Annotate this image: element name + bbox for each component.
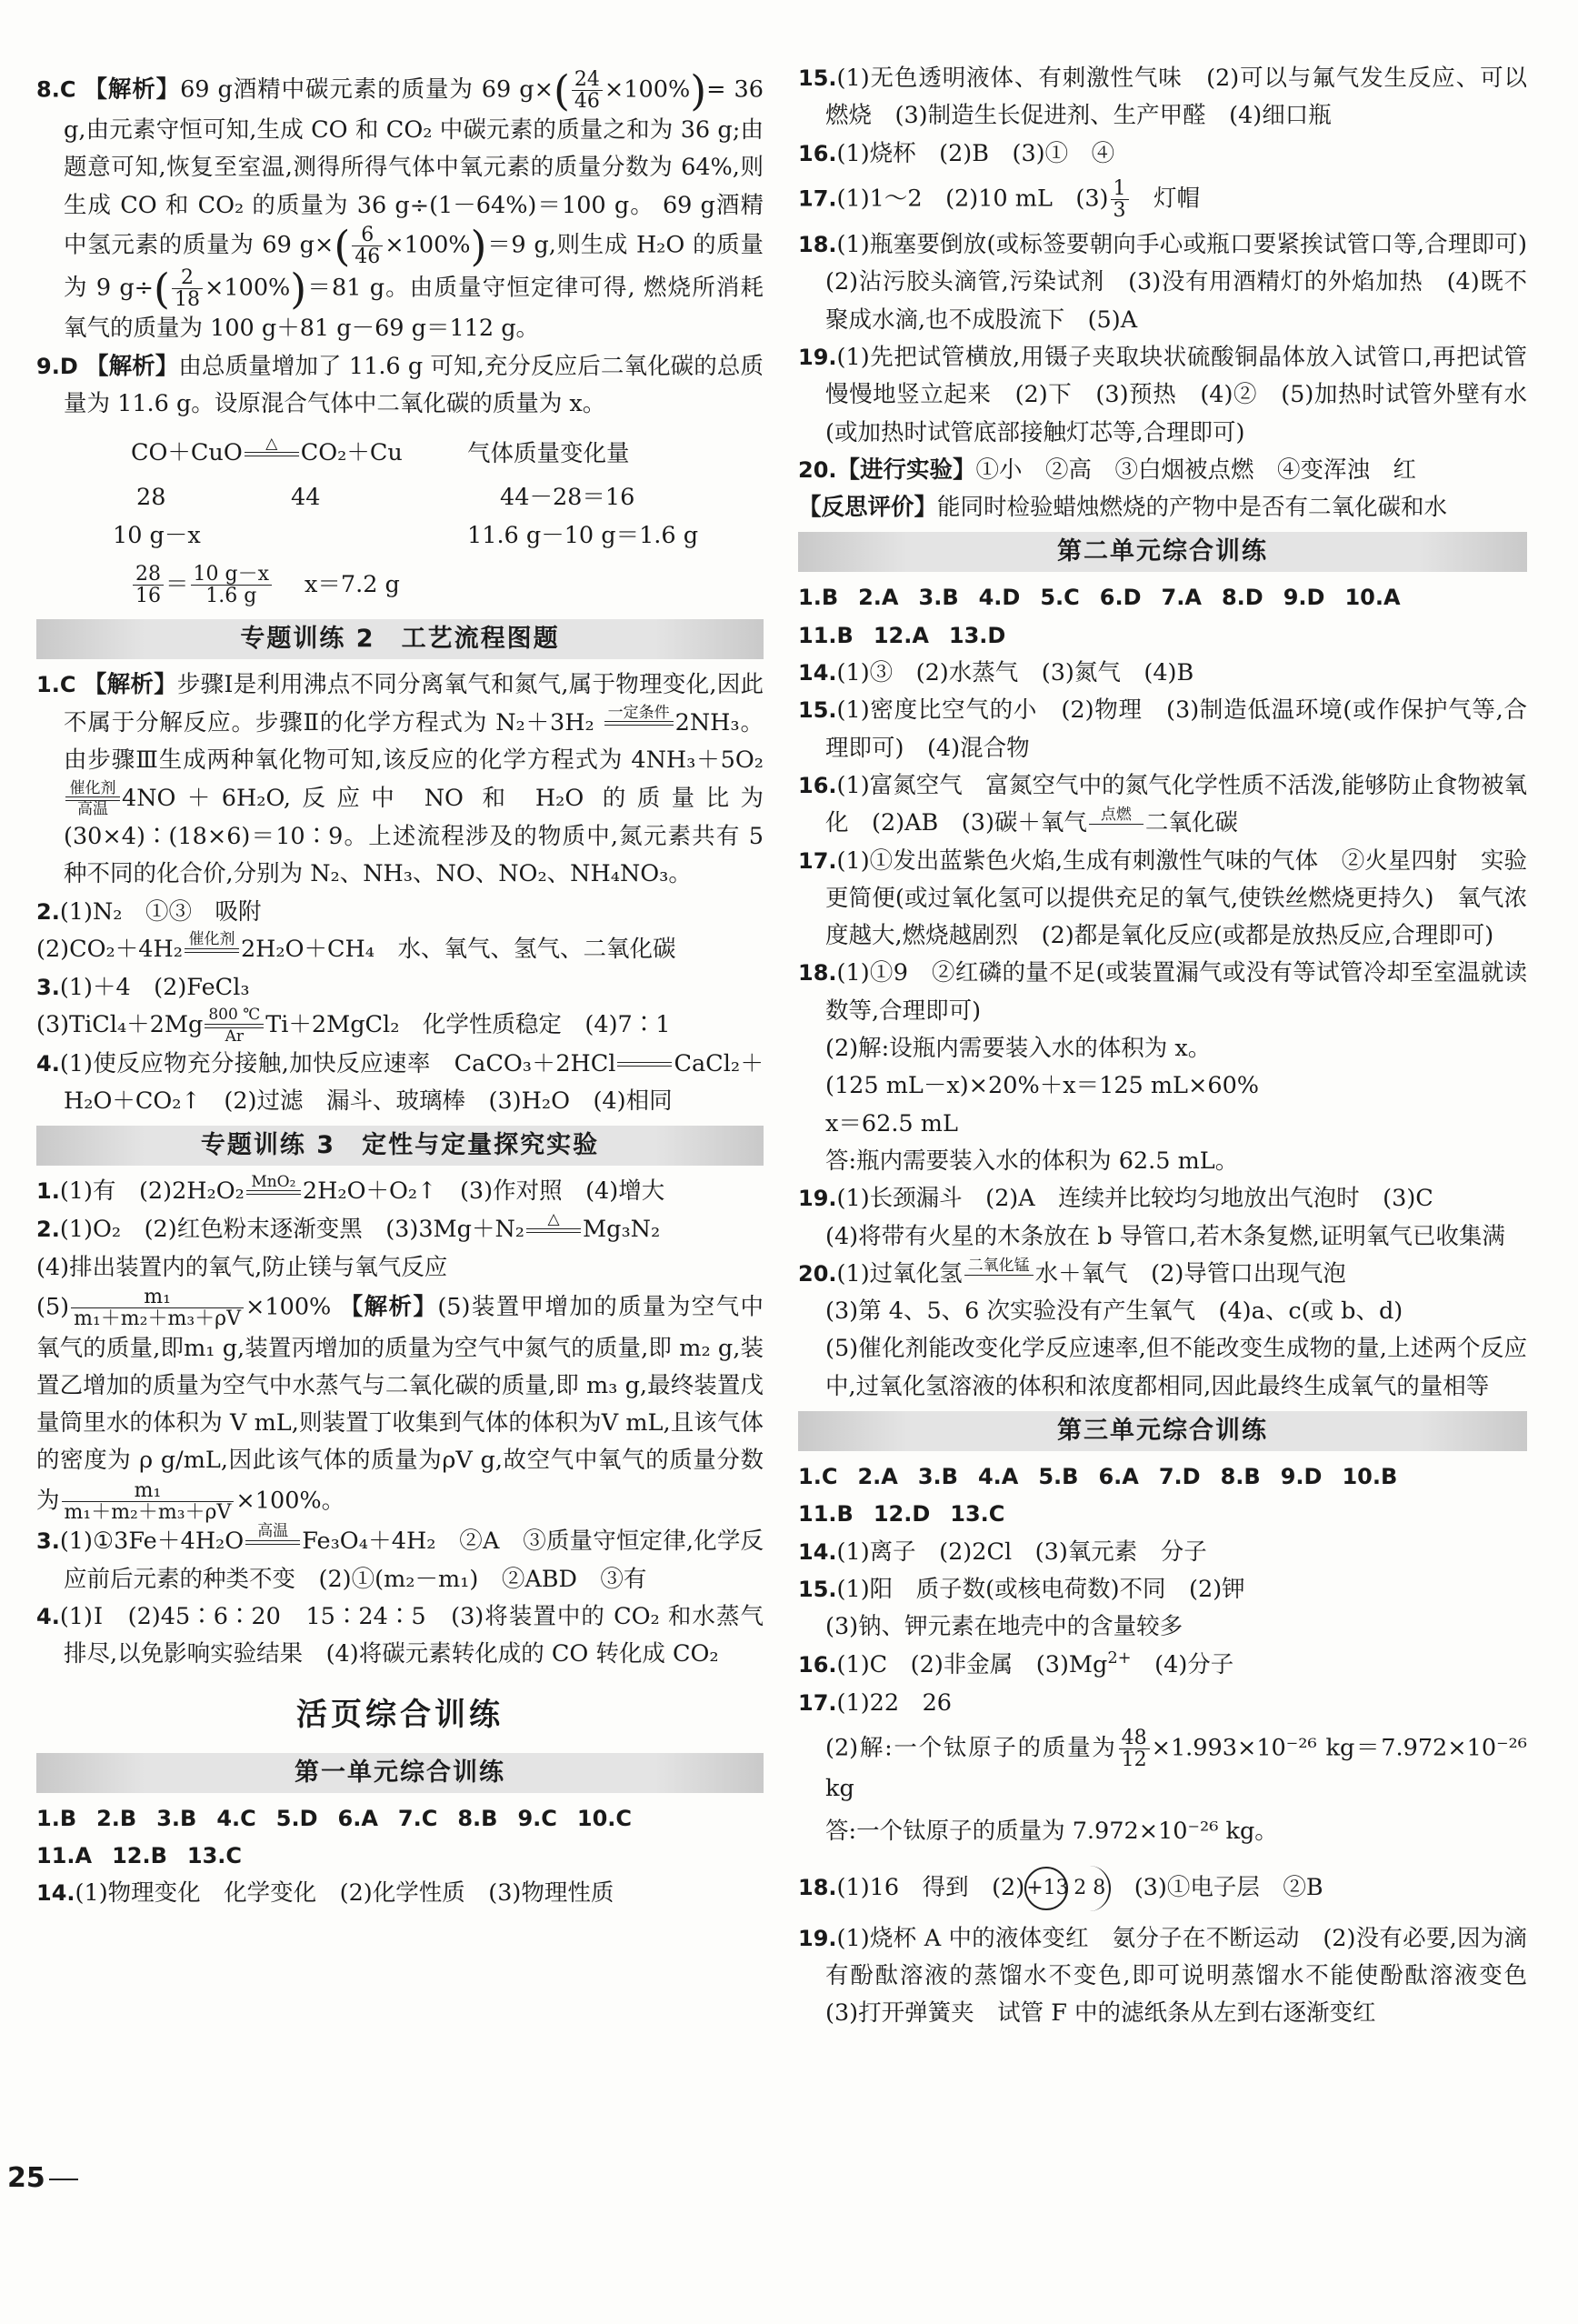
answer-item-14: 14.(1)物理变化 化学变化 (2)化学性质 (3)物理性质 [36,1879,614,1908]
choice-answer: 7.D [1158,1463,1201,1489]
answer-item-1: 1.C 【解析】步骤Ⅰ是利用沸点不同分离氧气和氮气,属于物理变化,因此不属于分解反应。步骤Ⅱ的化学方程式为 N₂＋3H₂ 一定条件 2NH₃。由步骤Ⅲ生成两种氧化物可知,该反应的化学方程式为 4NH₃＋5O₂ 催化剂 高温 4NO＋6H₂O,反应中 NO 和 H₂O 的质量比为(30×4)∶(18×6)＝10∶9。上述流程涉及的物质中,氮元素共有 5 种不同的化合价,分别为 N₂、NH₃、NO、NO₂、NH₄NO₃。 [36,671,764,888]
answer-item-18: 18.(1)16 得到 (2) +13 2 8 (3)①电子层 ②B [798,1866,1527,1911]
answer-item-17: 17.(1)①发出蓝紫色火焰,生成有刺激性气味的气体 ②火星四射 实验更简便(或过氧化氢可以提供充足的氧气,使铁丝燃烧更持久) 氧气浓度越大,燃烧越剧烈 (2)都是氧化反应(或都是放热反应,合理即可) [798,846,1527,950]
reaction-arrow: 催化剂 [185,931,239,969]
left-column: 8.C 【解析】69 g酒精中碳元素的质量为 69 g×( $\frac{24}{46}$ ×100%)= 36 g,由元素守恒可知,生成 CO 和 CO₂ 中碳元素的质量之和为 36 g;由题意可知,恢复至室温,测得所得气体中氧元素的质量分数为 64%,则生成 CO 和 CO₂ 的质量为 36 g÷(1－64%)＝100 g。 69 g酒精中氢元素的质量为 69 g×( $\frac{6}{46}$ ×100%)＝9 g,则生成 H₂O 的质量为 9 g÷( $\frac{2}{18}$ ×100%)＝81 g。由质量守恒定律可得, 燃烧所消耗氧气的质量为 100 g＋81 g－69 g＝112 g。 9.D 【解析】由总质量增加了 11.6 g 可知,充分反应后二氧化碳的总质量为 11.6 g。设原混合气体中二氧化碳的质量为 x。 CO＋CuO △ CO₂＋Cu 气体质量变化量 28 44 44－28＝16 10 g－x 11.6 g－10 g＝1.6 g $\frac{28}{16}$ ＝ $\frac{10 g-x}{1.6 g}$ x＝7.2 g 专题训练 2 工艺流程图题 1.C 【解析】步骤Ⅰ是利用沸点不同分离氧气和氮气,属于物理变化,因此不属于分解反应。步骤Ⅱ的化学方程式为 N₂＋3H₂ 一定条件 2NH₃。由步骤Ⅲ生成两种氧化物可知,该反应的化学方程式为 4NH₃＋5O₂ 催化剂 高温 4NO＋6H₂O,反应中 NO 和 H₂O 的质量比为(30×4)∶(18×6)＝10∶9。上述流程涉及的物质中,氮元素共有 5 种不同的化合价,分别为 N₂、NH₃、NO、NO₂、NH₄NO₃。 2.(1)N₂ ①③ 吸附 (2)CO₂＋4H₂ 催化剂 2H₂O＋CH₄ 水、氧气、氢气、二氧化碳 3.(1)＋4 (2)FeCl₃ (3)TiCl₄＋2Mg 800 ℃ Ar Ti＋2MgCl₂ 化学性质稳定 (4)7∶1 4.(1)使反应物充分接触,加快反应速率 CaCO₃＋2HCl CaCl₂＋H₂O＋CO₂↑ (2)过滤 漏斗、玻璃棒 (3)H₂O (4)相同 专题训练 3 定性与定量探究实验 1.(1)有 (2)2H₂O₂ MnO₂ 2H₂O＋O₂↑ (3)作对照 (4)增大 2.(1)O₂ (2)红色粉末逐渐变黑 (3)3Mg＋N₂ △ Mg₃N₂ (4)排出装置内的氧气,防止镁与氧气反应 (5) $\frac{\text{m₁}}{\text{m₁＋m₂＋m₃＋ρV}}$ ×100% 【解析】(5)装置甲增加的质量为空气中氧气的质量,即m₁ g,装置丙增加的质量为空气中氮气的质量,即 m₂ g,装置乙增加的质量为空气中水蒸气与二氧化碳的质量,即 m₃ g,最终装置戊量筒里水的体积为 V mL,则装置丁收集到气体的体积为V mL,且该气体的密度为 ρ g/mL,因此该气体的质量为ρV g,故空气中氧气的质量分数为 $\frac{\text{m₁}}{\text{m₁＋m₂＋m₃＋ρV}}$ ×100%。 3.(1)①3Fe＋4H₂O 高温 Fe₃O₄＋4H₂ ②A ③质量守恒定律,化学反应前后元素的种类不变 (2)①(m₂－m₁) ②ABD ③有 4.(1)Ⅰ (2)45∶6∶20 15∶24∶5 (3)将装置中的 CO₂ 和水蒸气排尽,以免影响实验结果 (4)将碳元素转化成的 CO 转化成 CO₂ 活页综合训练 第一单元综合训练 1.B 2.B 3.B 4.C 5.D 6.A 7.C 8.B 9.C 10.C 11.A 12.B 13.C 14.(1)物理变化 化学变化 (2)化学性质 (3)物理性质 [36,69,764,1913]
reaction-arrow [617,1046,672,1083]
fraction: $\frac{2}{18}$ [172,267,203,310]
choice-answer: 3.B [917,1463,958,1489]
choice-answer: 12.D [873,1501,931,1528]
choice-answer: 1.B [36,1805,77,1831]
choice-answer: 4.C [216,1805,256,1831]
answer-item-18: 18.(1)①9 ②红磷的量不足(或装置漏气或没有等试管冷却至室温就读数等,合理即可) [798,959,1527,1025]
answer-item-14: 14.(1)③ (2)水蒸气 (3)氮气 (4)B [798,659,1194,687]
answer-item-19: 19.(1)长颈漏斗 (2)A 连续并比较均匀地放出气泡时 (3)C [798,1185,1433,1213]
atom-structure-diagram: +13 2 8 [1024,1866,1111,1911]
choice-answer: 7.C [397,1805,438,1831]
answer-number: 8.C [36,76,76,103]
reaction-arrow: 点燃 [1089,806,1144,841]
fraction: $\frac{24}{46}$ [572,69,603,112]
choice-answer: 10.A [1344,585,1401,611]
answer-item-19: 19.(1)先把试管横放,用镊子夹取块状硫酸铜晶体放入试管口,再把试管慢慢地竖立起来 (2)下 (3)预热 (4)② (5)加热时试管外壁有水(或加热时试管底部接触灯芯等,合理即可) [798,343,1527,446]
choice-answers [36,1838,764,1875]
answer-item-14: 14.(1)离子 (2)2Cl (3)氧元素 分子 [798,1538,1207,1566]
answer-item-2: 2.(1)N₂ ①③ 吸附 [36,897,262,926]
answer-item-16: 16.(1)C (2)非金属 $(3)Mg^{2+}$ (4)分子 [798,1648,1234,1679]
reaction-arrow: 800 ℃ Ar [205,1007,264,1045]
choice-answer: 1.C [798,1463,838,1489]
choice-answer: 13.C [950,1501,1005,1528]
answer-item-15: 15.(1)阳 质子数(或核电荷数)不同 (2)钾 [798,1575,1245,1603]
reaction-arrow: 一定条件 [604,705,674,743]
fraction: $\frac{6}{46}$ [352,225,383,267]
answer-item-2: 2.(1)O₂ (2)红色粉末逐渐变黑 (3)3Mg＋N₂ △ Mg₃N₂ [36,1211,764,1249]
section-header: 专题训练 2 工艺流程图题 [36,619,764,659]
section-header: 专题训练 3 定性与定量探究实验 [36,1126,764,1166]
choice-answer: 12.B [112,1843,167,1869]
answer-item-9: 9.D 【解析】由总质量增加了 11.6 g 可知,充分反应后二氧化碳的总质量为 11.6 g。设原混合气体中二氧化碳的质量为 x。 [36,352,764,418]
choice-answer: 2.A [858,585,899,611]
choice-answer: 5.B [1038,1463,1079,1489]
reaction-arrow: △ [526,1211,581,1249]
choice-answer: 8.B [1220,1463,1261,1489]
section-header: 第一单元综合训练 [36,1753,764,1793]
reaction-arrow: △ [245,436,299,474]
choice-answer: 3.B [156,1805,197,1831]
answer-item-1: 1.(1)有 (2)2H₂O₂ MnO₂ 2H₂O＋O₂↑ (3)作对照 (4)增大 [36,1173,764,1211]
choice-answer: 9.D [1283,585,1325,611]
page-title: 活页综合训练 [296,1696,504,1733]
right-column: 15.(1)无色透明液体、有刺激性气味 (2)可以与氟气发生反应、可以燃烧 (3)制造生长促进剂、生产甲醛 (4)细口瓶 16.(1)烧杯 (2)B (3)① ④ 17.(1)1～2 (2)10 mL (3) $\frac{1}{3}$ 灯帽 18.(1)瓶塞要倒放(或标签要朝向手心或瓶口要紧挨试管口等,合理即可) (2)沾污胶头滴管,污染试剂 (3)没有用酒精灯的外焰加热 (4)既不聚成水滴,也不成股流下 (5)A 19.(1)先把试管横放,用镊子夹取块状硫酸铜晶体放入试管口,再把试管慢慢地竖立起来 (2)下 (3)预热 (4)② (5)加热时试管外壁有水(或加热时试管底部接触灯芯等,合理即可) 20.【进行实验】①小 ②高 ③白烟被点燃 ④变浑浊 红 【反思评价】能同时检验蜡烛燃烧的产物中是否有二氧化碳和水 第二单元综合训练 1.B 2.A 3.B 4.D 5.C 6.D 7.A 8.D 9.D 10.A 11.B 12.A 13.D 14.(1)③ (2)水蒸气 (3)氮气 (4)B 15.(1)密度比空气的小 (2)物理 (3)制造低温环境(或作保护气等,合理即可) (4)混合物 16.(1)富氮空气 富氮空气中的氮气化学性质不活泼,能够防止食物被氧化 (2)AB (3)碳＋氧气 点燃 二氧化碳 17.(1)①发出蓝紫色火焰,生成有刺激性气味的气体 ②火星四射 实验更简便(或过氧化氢可以提供充足的氧气,使铁丝燃烧更持久) 氧气浓度越大,燃烧越剧烈 (2)都是氧化反应(或都是放热反应,合理即可) 18.(1)①9 ②红磷的量不足(或装置漏气或没有等试管冷却至室温就读数等,合理即可) (2)解:设瓶内需要装入水的体积为 x。 (125 mL－x)×20%＋x＝125 mL×60% x＝62.5 mL 答:瓶内需要装入水的体积为 62.5 mL。 19.(1)长颈漏斗 (2)A 连续并比较均匀地放出气泡时 (3)C (4)将带有火星的木条放在 b 导管口,若木条复燃,证明氧气已收集满 20.(1)过氧化氢 二氧化锰 水＋氧气 (2)导管口出现气泡 (3)第 4、5、6 次实验没有产生氧气 (4)a、c(或 b、d) (5)催化剂能改变化学反应速率,但不能改变生成物的量,上述两个反应中,过氧化氢溶液的体积和浓度都相同,因此最终生成氧气的量相等 第三单元综合训练 1.C 2.A 3.B 4.A 5.B 6.A 7.D 8.B 9.D 10.B 11.B 12.D 13.C 14.(1)离子 (2)2Cl (3)氧元素 分子 15.(1)阳 质子数(或核电荷数)不同 (2)钾 (3)钠、钾元素在地壳中的含量较多 16.(1)C (2)非金属 $(3)Mg^{2+}$ (4)分子 17.(1)22 26 (2)解:一个钛原子的质量为 $\frac{48}{12}$ ×1.993×10⁻²⁶ kg＝7.972×10⁻²⁶ kg 答:一个钛原子的质量为 7.972×10⁻²⁶ kg。 18.(1)16 得到 (2) +13 2 8 (3)①电子层 ②B 19.(1)烧杯 A 中的液体变红 氨分子在不断运动 (2)没有必要,因为滴有酚酞溶液的蒸馏水不变色,即可说明蒸馏水不能使酚酞溶液变色 (3)打开弹簧夹 试管 F 中的滤纸条从左到右逐渐变红 [798,60,1527,2033]
choice-answer: 12.A [873,622,929,648]
choice-answer: 2.A [857,1463,898,1489]
reaction-arrow: 高温 [245,1523,300,1561]
choice-answer: 9.D [1280,1463,1323,1489]
choice-answer: 1.B [798,585,839,611]
choice-answer: 11.A [36,1843,93,1869]
q9-calculation: CO＋CuO △ CO₂＋Cu 气体质量变化量 28 44 44－28＝16 10 g－x 11.6 g－10 g＝1.6 g $\frac{28}{16}$ ＝ $\frac{10 g-x}{1.6 g}$ x＝7.2 g [113,434,699,607]
choice-answer: 9.C [517,1805,557,1831]
answer-item-20: 20.【进行实验】①小 ②高 ③白烟被点燃 ④变浑浊 红 [798,456,1417,484]
choice-answer: 7.A [1161,585,1202,611]
answer-item-16: 16.(1)富氮空气 富氮空气中的氮气化学性质不活泼,能够防止食物被氧化 (2)AB (3)碳＋氧气 点燃 二氧化碳 [798,767,1527,843]
page-number: 25 [7,2157,78,2201]
reaction-arrow: 催化剂 高温 [65,780,120,818]
section-header: 第三单元综合训练 [798,1411,1527,1451]
answer-item-17: 17.(1)1～2 (2)10 mL (3) $\frac{1}{3}$ 灯帽 [798,176,1201,222]
choice-answers [36,1800,764,1838]
choice-answers [798,579,1527,616]
choice-answer: 8.D [1221,585,1263,611]
answer-item-15: 15.(1)无色透明液体、有刺激性气味 (2)可以与氟气发生反应、可以燃烧 (3)制造生长促进剂、生产甲醛 (4)细口瓶 [798,65,1527,130]
choice-answer: 4.A [977,1463,1019,1489]
choice-answer: 5.C [1040,585,1080,611]
choice-answer: 11.B [798,1501,854,1528]
answer-item-8: 8.C 【解析】69 g酒精中碳元素的质量为 69 g×( $\frac{24}{46}$ ×100%)= 36 g,由元素守恒可知,生成 CO 和 CO₂ 中碳元素的质量之和为 36 g;由题意可知,恢复至室温,测得所得气体中氧元素的质量分数为 64%,则生成 CO 和 CO₂ 的质量为 36 g÷(1－64%)＝100 g。 69 g酒精中氢元素的质量为 69 g×( $\frac{6}{46}$ ×100%)＝9 g,则生成 H₂O 的质量为 9 g÷( $\frac{2}{18}$ ×100%)＝81 g。由质量守恒定律可得, 燃烧所消耗氧气的质量为 100 g＋81 g－69 g＝112 g。 [36,65,764,343]
choice-answer: 13.D [948,622,1006,648]
analysis-tag: 【解析】 [85,352,179,380]
answer-item-20: 20.(1)过氧化氢 二氧化锰 水＋氧气 (2)导管口出现气泡 [798,1256,1527,1293]
choice-answer: 11.B [798,622,854,648]
section-header: 第二单元综合训练 [798,532,1527,572]
choice-answer: 6.A [1098,1463,1139,1489]
reaction-arrow: MnO₂ [246,1174,301,1212]
answer-item-16: 16.(1)烧杯 (2)B (3)① ④ [798,139,1115,167]
choice-answer: 3.B [918,585,959,611]
choice-answer: 13.C [186,1843,243,1869]
choice-answer: 8.B [457,1805,498,1831]
choice-answer: 4.D [978,585,1021,611]
answer-item-17: 17.(1)22 26 [798,1688,953,1717]
choice-answer: 5.D [275,1805,318,1831]
choice-answers [798,1458,1527,1496]
analysis-tag: 【解析】 [84,75,181,104]
answer-number: 9.D [36,353,78,379]
choice-answers [798,1496,1527,1533]
answer-item-4: 4.(1)使反应物充分接触,加快反应速率 CaCO₃＋2HCl CaCl₂＋H₂O＋CO₂↑ (2)过滤 漏斗、玻璃棒 (3)H₂O (4)相同 [36,1046,764,1121]
choice-answer: 10.B [1342,1463,1398,1489]
answer-item-15: 15.(1)密度比空气的小 (2)物理 (3)制造低温环境(或作保护气等,合理即可) (4)混合物 [798,696,1527,762]
choice-answer: 10.C [576,1805,633,1831]
choice-answer: 6.A [337,1805,378,1831]
choice-answer: 6.D [1099,585,1142,611]
choice-answers [798,617,1527,655]
answer-item-3: 3.(1)＋4 (2)FeCl₃ [36,973,250,1001]
answer-item-19: 19.(1)烧杯 A 中的液体变红 氨分子在不断运动 (2)没有必要,因为滴有酚酞溶液的蒸馏水不变色,即可说明蒸馏水不能使酚酞溶液变色 (3)打开弹簧夹 试管 F 中的滤纸条从左到右逐渐变红 [798,1924,1551,2028]
choice-answer: 2.B [96,1805,137,1831]
answer-item-3: 3.(1)①3Fe＋4H₂O 高温 Fe₃O₄＋4H₂ ②A ③质量守恒定律,化学反应前后元素的种类不变 (2)①(m₂－m₁) ②ABD ③有 [36,1522,764,1593]
answer-item-4: 4.(1)Ⅰ (2)45∶6∶20 15∶24∶5 (3)将装置中的 CO₂ 和水蒸气排尽,以免影响实验结果 (4)将碳元素转化成的 CO 转化成 CO₂ [36,1603,764,1668]
reaction-arrow: 二氧化锰 [964,1257,1034,1292]
answer-item-18: 18.(1)瓶塞要倒放(或标签要朝向手心或瓶口要紧挨试管口等,合理即可) (2)沾污胶头滴管,污染试剂 (3)没有用酒精灯的外焰加热 (4)既不聚成水滴,也不成股流下 (5)A [798,231,1551,334]
